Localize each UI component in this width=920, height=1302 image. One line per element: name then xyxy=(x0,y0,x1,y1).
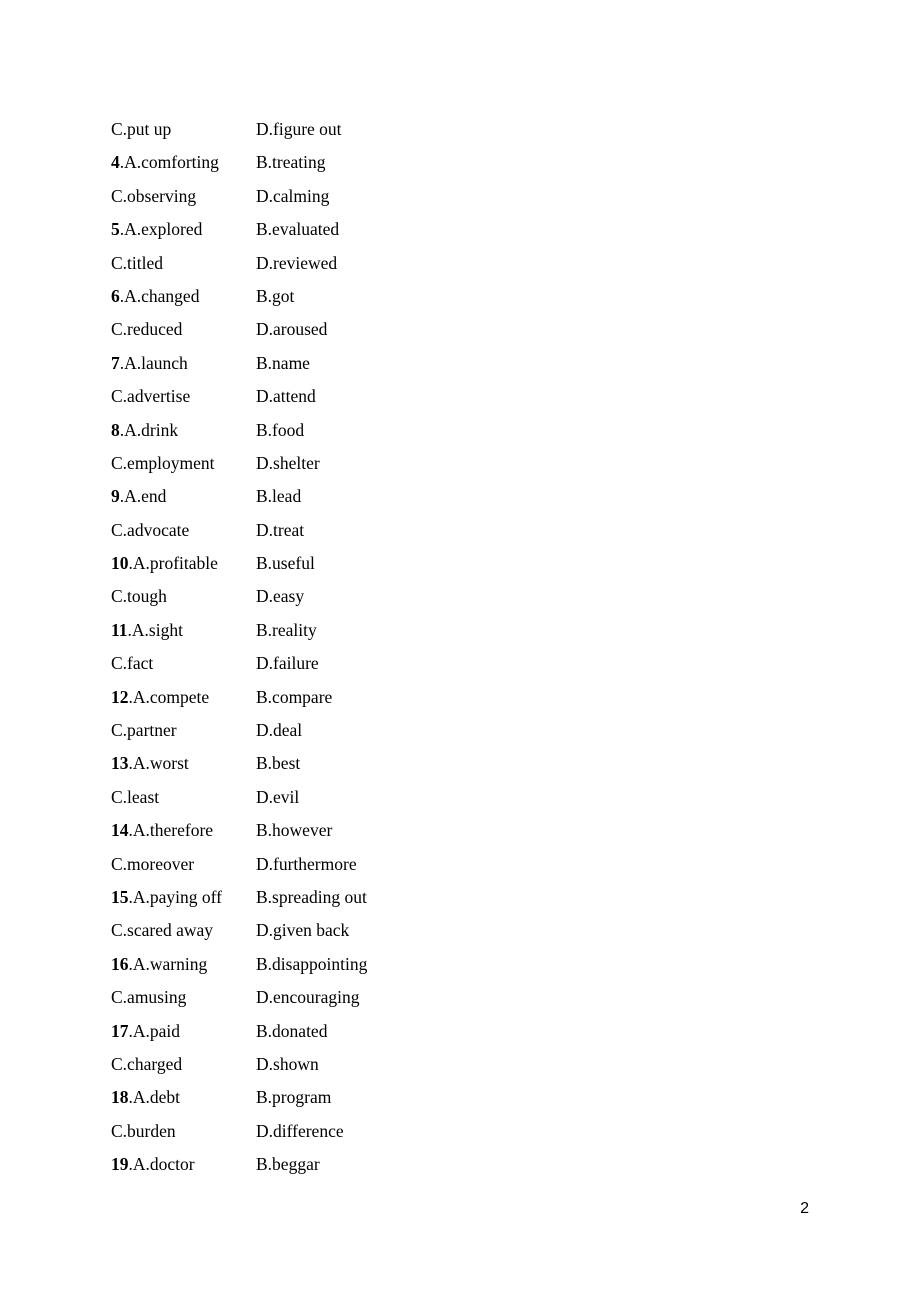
option-right: B.evaluated xyxy=(256,219,340,240)
option-row xyxy=(111,148,511,181)
option-right: B.compare xyxy=(256,686,333,707)
option-left xyxy=(111,182,196,210)
question-number: 15 xyxy=(111,886,129,907)
option-left-text: C.partner xyxy=(111,720,177,741)
option-left-text: .A.explored xyxy=(119,219,203,240)
option-right: D.figure out xyxy=(256,119,342,139)
option-left-text: C.titled xyxy=(111,252,164,273)
option-row xyxy=(111,850,511,883)
option-left xyxy=(111,1017,180,1045)
option-right: B.donated xyxy=(256,1020,328,1041)
page-number: 2 xyxy=(800,1200,809,1217)
option-right: D.difference xyxy=(256,1120,344,1141)
option-right: B.disappointing xyxy=(256,953,368,974)
option-right: B.food xyxy=(256,419,305,440)
option-row xyxy=(111,582,511,615)
question-number: 19 xyxy=(111,1154,129,1175)
option-right: D.evil xyxy=(256,786,300,807)
option-right: D.encouraging xyxy=(256,987,360,1008)
question-number: 14 xyxy=(111,820,129,841)
option-left-text: .A.therefore xyxy=(128,820,214,841)
option-left-text: C.fact xyxy=(111,653,154,674)
option-left xyxy=(111,983,186,1011)
option-right: D.treat xyxy=(256,519,305,540)
option-left-text: C.tough xyxy=(111,586,167,607)
option-left-text: .A.paid xyxy=(128,1020,181,1041)
option-left-text: C.advocate xyxy=(111,519,190,540)
option-left xyxy=(111,1050,182,1078)
option-row xyxy=(111,783,511,816)
question-number: 8 xyxy=(111,419,120,440)
option-row xyxy=(111,1050,511,1083)
option-left xyxy=(111,382,190,410)
option-right: B.name xyxy=(256,352,310,373)
option-row xyxy=(111,249,511,282)
option-left-text: C.employment xyxy=(111,452,215,473)
option-left-text: .A.launch xyxy=(119,352,188,373)
option-left xyxy=(111,1150,195,1178)
option-right: B.best xyxy=(256,753,301,774)
option-left xyxy=(111,282,199,310)
option-left xyxy=(111,749,189,777)
option-left xyxy=(111,482,166,510)
option-right: B.beggar xyxy=(256,1154,320,1175)
option-row xyxy=(111,1017,511,1050)
option-left xyxy=(111,115,171,143)
option-right: B.spreading out xyxy=(256,886,367,907)
option-row xyxy=(111,616,511,649)
option-left xyxy=(111,816,213,844)
option-right: D.attend xyxy=(256,386,316,407)
question-number: 5 xyxy=(111,219,120,240)
option-left xyxy=(111,616,183,644)
option-right: D.shown xyxy=(256,1053,319,1074)
option-left-text: .A.comforting xyxy=(119,152,219,173)
option-right: D.shelter xyxy=(256,452,320,473)
option-left xyxy=(111,1083,180,1111)
option-left-text: C.amusing xyxy=(111,987,187,1008)
option-left-text: C.least xyxy=(111,786,160,807)
option-row xyxy=(111,182,511,215)
option-right: D.reviewed xyxy=(256,252,338,273)
question-number: 13 xyxy=(111,753,129,774)
question-number: 12 xyxy=(111,686,129,707)
option-left-text: C.reduced xyxy=(111,319,183,340)
option-row xyxy=(111,416,511,449)
option-left xyxy=(111,1117,176,1145)
question-number: 18 xyxy=(111,1087,129,1108)
option-row xyxy=(111,449,511,482)
option-row xyxy=(111,1117,511,1150)
option-right: B.treating xyxy=(256,152,326,173)
option-right: B.lead xyxy=(256,486,302,507)
option-left xyxy=(111,716,177,744)
option-row xyxy=(111,349,511,382)
option-right: D.calming xyxy=(256,185,330,206)
option-left xyxy=(111,449,215,477)
option-left-text: .A.paying off xyxy=(128,886,222,907)
option-right: D.failure xyxy=(256,653,319,674)
option-right: D.deal xyxy=(256,720,303,741)
option-left-text: .A.profitable xyxy=(128,553,218,574)
option-row xyxy=(111,315,511,348)
question-number: 17 xyxy=(111,1020,129,1041)
question-number: 6 xyxy=(111,285,120,306)
option-left xyxy=(111,249,163,277)
option-row xyxy=(111,983,511,1016)
option-right: B.reality xyxy=(256,619,317,640)
option-left xyxy=(111,916,213,944)
option-row xyxy=(111,883,511,916)
option-row xyxy=(111,816,511,849)
option-left-text: C.charged xyxy=(111,1053,183,1074)
option-left-text: .A.compete xyxy=(128,686,210,707)
option-row xyxy=(111,516,511,549)
option-left-text: C.burden xyxy=(111,1120,176,1141)
option-row xyxy=(111,950,511,983)
option-row xyxy=(111,916,511,949)
option-left-text: .A.doctor xyxy=(128,1154,195,1175)
option-row xyxy=(111,215,511,248)
option-right: B.program xyxy=(256,1087,332,1108)
option-left-text: C.put up xyxy=(111,119,172,139)
option-left xyxy=(111,349,188,377)
option-left xyxy=(111,416,178,444)
option-row xyxy=(111,649,511,682)
question-number: 7 xyxy=(111,352,120,373)
option-right: D.easy xyxy=(256,586,305,607)
option-left xyxy=(111,215,202,243)
option-left-text: .A.worst xyxy=(128,753,189,774)
option-left-text: C.scared away xyxy=(111,920,214,941)
option-left xyxy=(111,582,167,610)
option-right: D.given back xyxy=(256,920,350,941)
question-number: 11 xyxy=(111,619,128,640)
option-row xyxy=(111,549,511,582)
option-left xyxy=(111,850,194,878)
option-right: B.however xyxy=(256,820,333,841)
option-left-text: .A.debt xyxy=(128,1087,181,1108)
option-right: D.aroused xyxy=(256,319,328,340)
option-row xyxy=(111,1083,511,1116)
option-left-text: .A.drink xyxy=(119,419,179,440)
option-row xyxy=(111,282,511,315)
option-right: D.furthermore xyxy=(256,853,357,874)
option-left-text: .A.sight xyxy=(127,619,183,640)
question-number: 9 xyxy=(111,486,120,507)
option-left-text: C.advertise xyxy=(111,386,191,407)
option-left xyxy=(111,783,159,811)
option-left xyxy=(111,315,182,343)
option-row xyxy=(111,749,511,782)
option-left-text: .A.end xyxy=(119,486,167,507)
option-row xyxy=(111,716,511,749)
option-right: B.got xyxy=(256,285,295,306)
question-number: 10 xyxy=(111,553,129,574)
option-right: B.useful xyxy=(256,553,315,574)
option-left-text: C.observing xyxy=(111,185,197,206)
option-row xyxy=(111,683,511,716)
option-left xyxy=(111,148,219,176)
option-left-text: C.moreover xyxy=(111,853,195,874)
answer-options-list xyxy=(111,115,511,1184)
option-left-text: .A.warning xyxy=(128,953,208,974)
option-left xyxy=(111,649,153,677)
question-number: 16 xyxy=(111,953,129,974)
option-row xyxy=(111,482,511,515)
option-left xyxy=(111,516,189,544)
option-left xyxy=(111,950,207,978)
option-row xyxy=(111,1150,511,1183)
option-row xyxy=(111,115,511,148)
option-left xyxy=(111,683,209,711)
option-left-text: .A.changed xyxy=(119,285,200,306)
option-left xyxy=(111,549,218,577)
question-number: 4 xyxy=(111,152,120,173)
option-row xyxy=(111,382,511,415)
option-left xyxy=(111,883,222,911)
